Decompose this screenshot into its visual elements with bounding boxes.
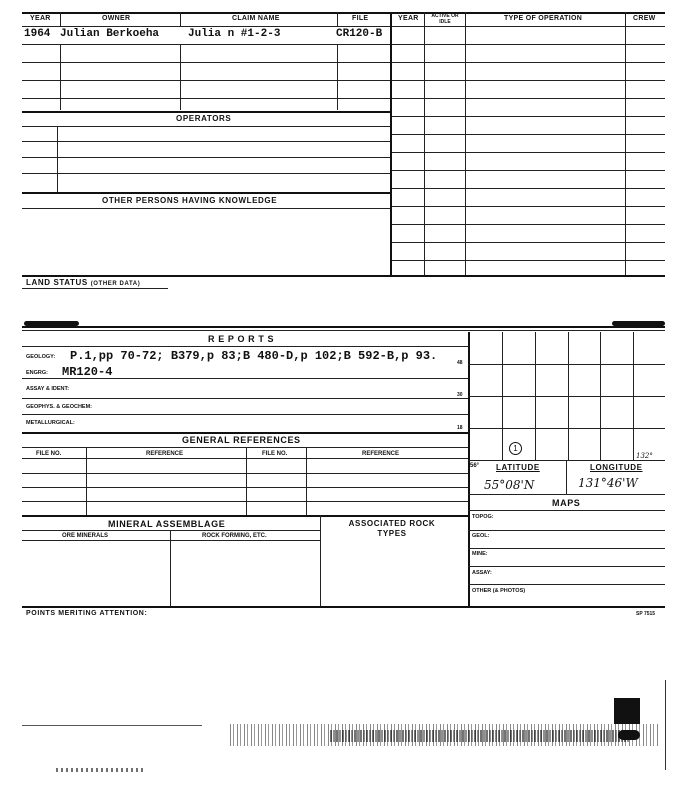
geophys-label: GEOPHYS. & GEOCHEM: [26,404,93,410]
record-year: 1964 [24,28,51,40]
record-owner: Julian Berkoeha [60,28,160,40]
reports-rule [22,432,468,434]
latitude-label: LATITUDE [496,463,540,472]
scan-noise [330,730,630,742]
geology-value: P.1,pp 70-72; B379,p 83;B 480-D,p 102;B 592-B,p 93. [70,349,438,363]
references-rule [22,473,468,474]
divider [170,530,171,606]
divider [60,12,61,26]
ref-col-file-no: FILE NO. [36,451,62,457]
row-rule [22,126,390,127]
land-status-underline [22,288,168,289]
row-rule [392,170,665,171]
col-owner: OWNER [102,15,131,22]
engrg-label: ENGRG: [26,370,48,376]
divider [320,515,321,606]
scan-block [614,698,640,724]
row-rule [392,224,665,225]
row-rule [392,62,665,63]
row-rule [22,141,390,142]
divider [86,447,87,515]
row-rule [22,62,390,63]
scan-blot [618,730,640,740]
row-rule [392,80,665,81]
mineral-rule [22,530,320,531]
mineral-rule [22,540,320,541]
row-rule [22,80,390,81]
row-rule [392,116,665,117]
references-rule [22,447,468,448]
divider [337,44,338,110]
reports-rule [22,398,468,399]
maps-rule [468,584,665,585]
row-rule [22,208,390,209]
reports-top-rule-2 [22,330,665,331]
divider [625,12,626,276]
row-rule [392,152,665,153]
points-meriting-attention: POINTS MERITING ATTENTION: [26,610,148,617]
divider [60,44,61,110]
scan-edge [665,680,666,770]
reports-heading: R E P O R T S [208,334,275,344]
record-claim-name: Julia n #1-2-3 [188,28,281,40]
col-type-operation: TYPE OF OPERATION [504,15,583,22]
grid-line [468,364,665,365]
maps-topog: TOPOG: [472,514,494,520]
associated-rock-types-heading: ASSOCIATED ROCK TYPES [348,519,436,538]
other-persons-heading: OTHER PERSONS HAVING KNOWLEDGE [102,196,278,205]
reports-rule [22,414,468,415]
reports-top-rule [22,326,665,328]
maps-assay: ASSAY: [472,570,492,576]
reports-rule [22,346,468,347]
section-rule [22,275,665,277]
assay-label: ASSAY & IDENT: [26,386,70,392]
longitude-value: 131°46'W [578,476,638,490]
row-rule [392,188,665,189]
row-rule [392,260,665,261]
operators-heading: OPERATORS [176,114,232,123]
references-rule [22,501,468,502]
scale-18: 18 [457,425,463,431]
col-file: FILE [352,15,369,22]
top-border [22,12,665,14]
divider [306,447,307,515]
grid-line [468,428,665,429]
reports-rule [22,378,468,379]
maps-rule [468,510,665,511]
col-year-2: YEAR [398,15,419,22]
land-status-sub: (OTHER DATA) [90,281,141,287]
other-persons-rule [22,192,390,194]
row-rule [22,98,390,99]
grid-line [468,396,665,397]
ref-col-file-no-2: FILE NO. [262,451,288,457]
references-rule [22,487,468,488]
mineral-assemblage-heading: MINERAL ASSEMBLAGE [108,519,226,529]
references-bottom-rule [22,515,468,517]
engrg-value: MR120-4 [62,365,113,379]
divider [566,460,567,494]
corner-note: 132° [636,452,653,460]
row-rule [22,157,390,158]
bottom-rule [22,606,665,608]
row-rule [392,134,665,135]
row-rule [392,206,665,207]
scan-noise [56,768,146,772]
row-rule [392,242,665,243]
divider [424,12,425,276]
col-crew: CREW [633,15,656,22]
ore-minerals-label: ORE MINERALS [62,533,109,539]
divider [180,12,181,26]
land-status-label: LAND STATUS [26,278,88,287]
operators-rule [22,111,390,113]
rock-forming-label: ROCK FORMING, ETC. [202,533,267,539]
maps-rule [468,548,665,549]
row-rule [22,44,390,45]
col-claim-name: CLAIM NAME [232,15,280,22]
col-active-idle: ACTIVE OR IDLE [431,13,459,25]
maps-geol: GEOL: [472,533,490,539]
ref-col-reference: REFERENCE [146,451,184,457]
metallurgical-label: METALLURGICAL: [26,420,75,426]
lat-prefix: 56° [470,463,480,469]
land-status-heading [26,278,140,287]
col-year: YEAR [30,15,51,22]
scale-30: 30 [457,392,463,398]
row-rule [392,98,665,99]
general-references-heading: GENERAL REFERENCES [182,435,301,445]
geology-label: GEOLOGY: [26,354,56,360]
divider [465,12,466,276]
ref-col-reference-2: REFERENCE [362,451,400,457]
latitude-value: 55°08'N [484,478,535,492]
row-rule [22,173,390,174]
references-rule [22,458,468,459]
maps-rule [468,494,665,495]
center-divider [390,12,392,276]
maps-other: OTHER (& PHOTOS) [472,588,526,594]
grid-left-border [468,332,470,606]
location-circle-mark: 1 [509,442,522,455]
maps-rule [468,530,665,531]
divider [57,126,58,192]
divider [337,12,338,26]
maps-mine: MINE: [472,551,488,557]
divider [246,447,247,515]
maps-heading: MAPS [552,498,581,508]
longitude-label: LONGITUDE [590,463,643,472]
header-rule-left [22,26,390,27]
record-file: CR120-B [336,28,383,40]
scale-48: 48 [457,360,463,366]
row-rule [392,44,665,45]
maps-rule [468,566,665,567]
divider [180,44,181,110]
scan-line [22,725,202,726]
form-number: SP 7515 [636,611,656,617]
